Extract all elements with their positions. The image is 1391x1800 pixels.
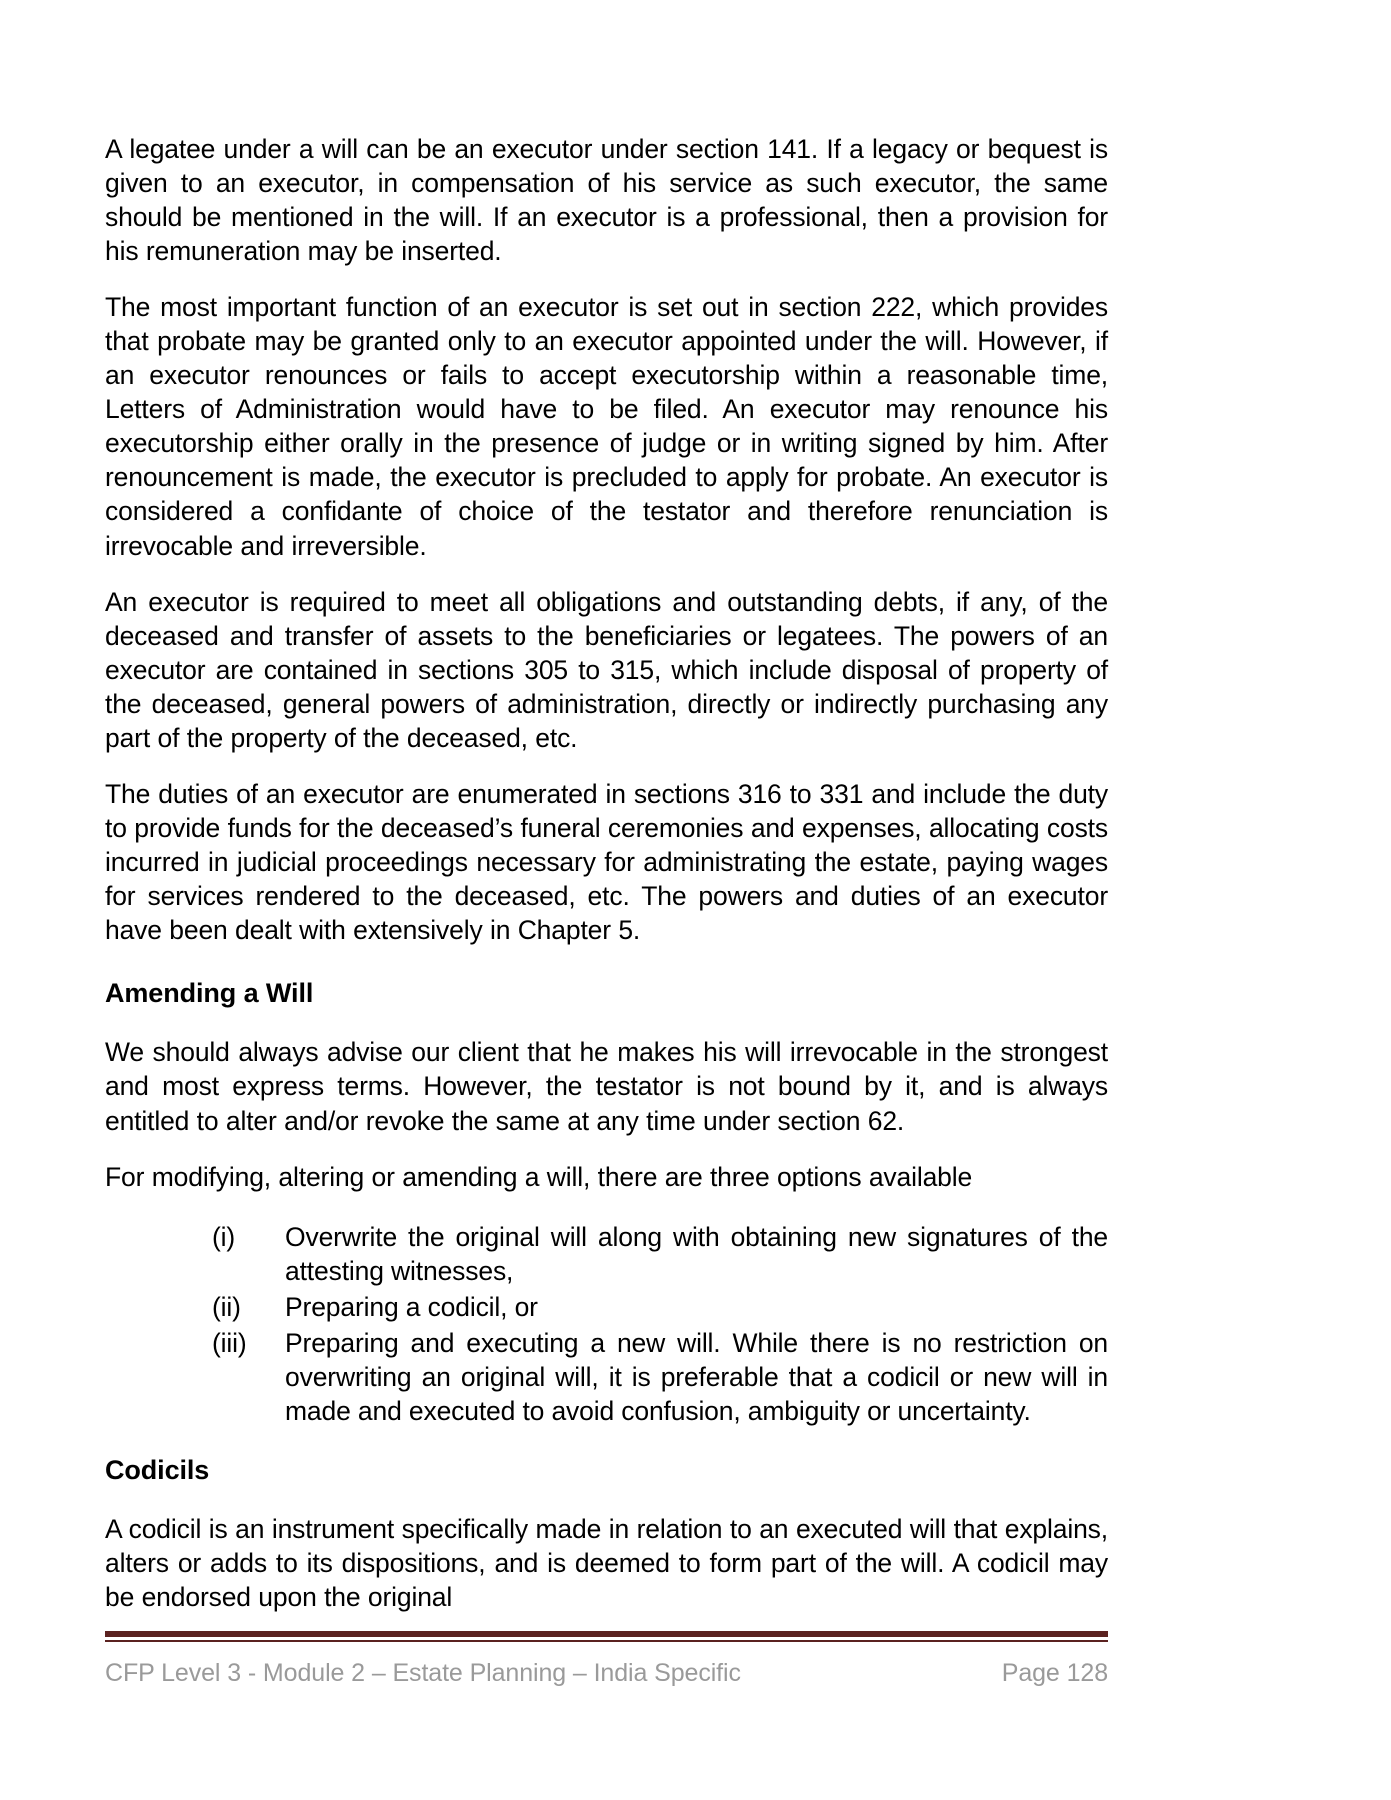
list-item: [105, 1220, 1108, 1288]
page-content: [105, 132, 1108, 1614]
list-marker: (iii): [212, 1327, 247, 1358]
list-item-text: Preparing and executing a new will. While there is no restriction on overwriting an original will, it is preferable that a codicil or new will in made and executed to avoid confusion, ambiguity or uncertainty.: [285, 1327, 1108, 1426]
heading-amending-a-will: Amending a Will: [105, 978, 314, 1009]
list-marker: (ii): [212, 1291, 241, 1322]
list-item: [105, 1290, 1108, 1324]
list-marker: (i): [212, 1221, 236, 1252]
footer-row: [105, 1658, 1108, 1689]
footer-page-number: Page 128: [1001, 1659, 1108, 1687]
paragraph-executor-function: The most important function of an executor is set out in section 222, which provides that probate may be granted only to an executor appointed under the will. However, if an executor renounces or fails to accept executorship within a reasonable time, Letters of Administration would have to be filed. An executor may renounce his executorship either orally in the presence of judge or in writing signed by him. After renouncement is made, the executor is precluded to apply for probate. An executor is considered a confidante of choice of the testator and therefore renunciation is irrevocable and irreversible.: [105, 292, 1108, 561]
list-item: [105, 1326, 1108, 1428]
paragraph-executor-duties: The duties of an executor are enumerated in sections 316 to 331 and include the duty to provide funds for the deceased’s funeral ceremonies and expenses, allocating costs incurred in judicial proceedings necessary for administrating the estate, paying wages for services rendered to the deceased, etc. The powers and duties of an executor have been dealt with extensively in Chapter 5.: [105, 778, 1108, 945]
list-item-text: Overwrite the original will along with obtaining new signatures of the attesting witnesses,: [285, 1221, 1108, 1286]
paragraph-codicil-definition: A codicil is an instrument specifically made in relation to an executed will that explains, alters or adds to its dispositions, and is deemed to form part of the will. A codicil may be endorsed upon the original: [105, 1514, 1108, 1613]
paragraph-three-options-intro: For modifying, altering or amending a will, there are three options available: [105, 1161, 973, 1192]
footer-course-title: CFP Level 3 - Module 2 – Estate Planning – India Specific: [105, 1659, 741, 1687]
footer-rule-thin: [105, 1640, 1108, 1642]
paragraph-executor-obligations: An executor is required to meet all obligations and outstanding debts, if any, of the deceased and transfer of assets to the beneficiaries or legatees. The powers of an executor are contained in sections 305 to 315, which include disposal of property of the deceased, general powers of administration, directly or indirectly purchasing any part of the property of the deceased, etc.: [105, 586, 1108, 753]
amending-options-list: [105, 1220, 1108, 1428]
paragraph-irrevocable-will: We should always advise our client that he makes his will irrevocable in the strongest and most express terms. However, the testator is not bound by it, and is always entitled to alter and/or revoke the same at any time under section 62.: [105, 1037, 1108, 1136]
paragraph-legatee-executor: A legatee under a will can be an executor under section 141. If a legacy or bequest is given to an executor, in compensation of his service as such executor, the same should be mentioned in the will. If an executor is a professional, then a provision for his remuneration may be inserted.: [105, 134, 1108, 267]
heading-codicils: Codicils: [105, 1454, 210, 1485]
list-item-text: Preparing a codicil, or: [285, 1291, 538, 1322]
page-footer: [105, 1631, 1108, 1689]
